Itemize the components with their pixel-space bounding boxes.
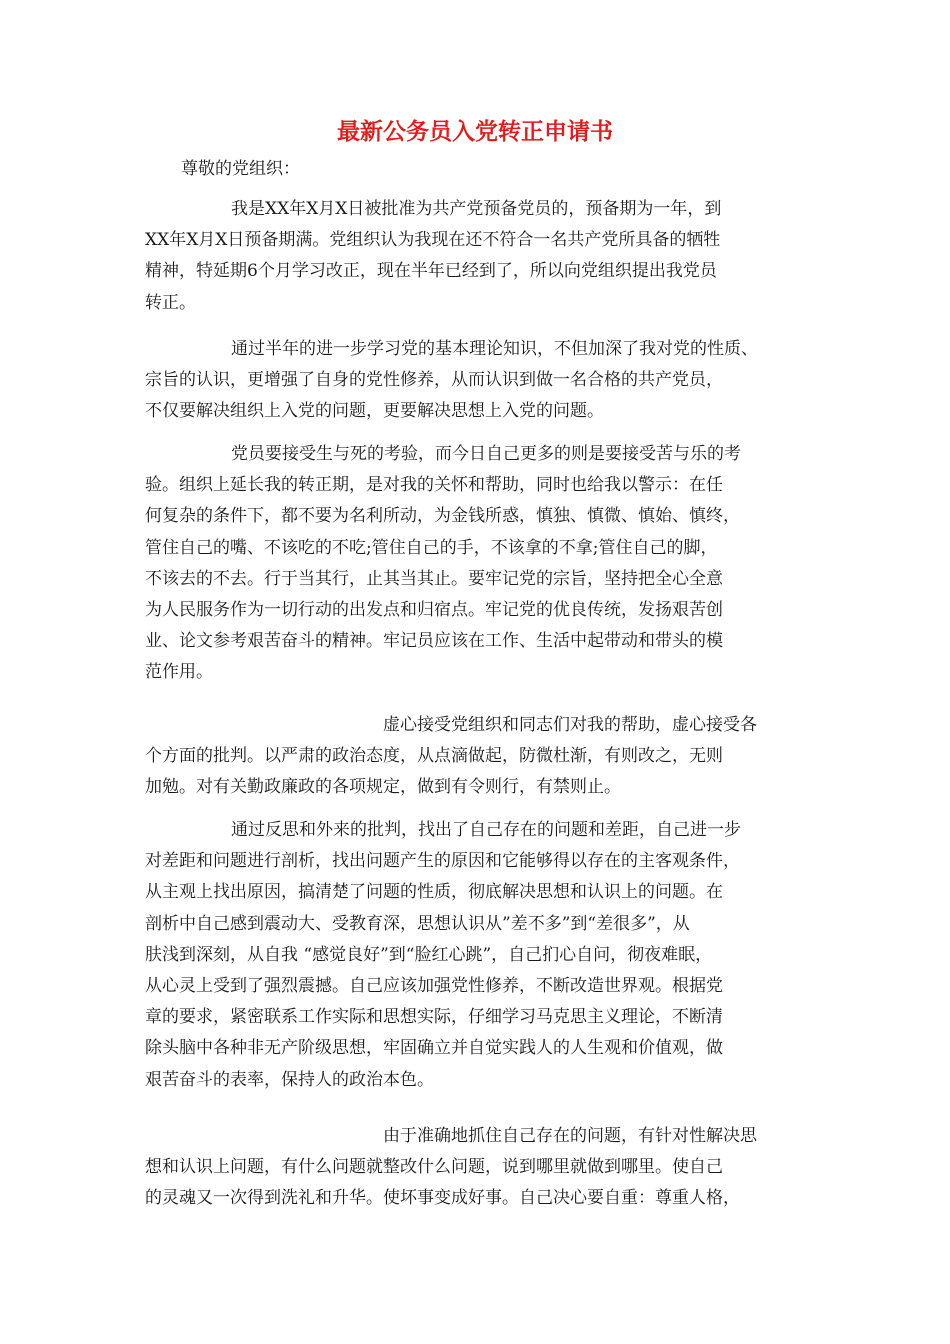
paragraph-2 xyxy=(145,334,817,428)
paragraph-line: 宗旨的认识，更增强了自身的党性修养，从而认识到做一名合格的共产党员， xyxy=(145,370,723,391)
paragraph-line: 何复杂的条件下，都不要为名利所动，为金钱所惑，慎独、慎微、慎始、慎终， xyxy=(145,506,740,527)
paragraph-line: 我是XX年X月X日被批准为共产党预备党员的，预备期为一年，到 xyxy=(231,199,722,219)
paragraph-line: 艰苦奋斗的表率，保持人的政治本色。 xyxy=(145,1069,434,1090)
paragraph-line: 个方面的批判。以严肃的政治态度，从点滴做起，防微杜渐，有则改之，无则 xyxy=(145,746,723,767)
paragraph-line: 精神，特延期6个月学习改正，现在半年已经到了，所以向党组织提出我党员 xyxy=(145,261,717,282)
paragraph-line: 转正。 xyxy=(145,292,196,313)
paragraph-line: 为人民服务作为一切行动的出发点和归宿点。牢记党的优良传统，发扬艰苦创 xyxy=(145,600,723,621)
paragraph-6 xyxy=(145,1121,817,1215)
paragraph-4 xyxy=(145,710,817,804)
paragraph-line: 通过反思和外来的批判，找出了自己存在的问题和差距，自己进一步 xyxy=(231,820,741,840)
paragraph-line: 剖析中自己感到震动大、受教育深，思想认识从”差不多”到“差很多”，从 xyxy=(145,913,690,934)
paragraph-line: 不该去的不去。行于当其行，止其当其止。要牢记党的宗旨，坚持把全心全意 xyxy=(145,568,723,589)
paragraph-line: 对差距和问题进行剖析，找出问题产生的原因和它能够得以存在的主客观条件， xyxy=(145,851,740,872)
paragraph-line: 业、论文参考艰苦奋斗的精神。牢记员应该在工作、生活中起带动和带头的模 xyxy=(145,631,723,652)
paragraph-line: 通过半年的进一步学习党的基本理论知识，不但加深了我对党的性质、 xyxy=(231,339,758,359)
paragraph-line: 验。组织上延长我的转正期，是对我的关怀和帮助，同时也给我以警示：在任 xyxy=(145,475,723,496)
paragraph-line: 由于准确地抓住自己存在的问题，有针对性解决思 xyxy=(383,1126,757,1146)
paragraph-line: 范作用。 xyxy=(145,662,213,683)
paragraph-line: 管住自己的嘴、不该吃的不吃;管住自己的手，不该拿的不拿;管住自己的脚， xyxy=(145,537,718,558)
paragraph-line: 加勉。对有关勤政廉政的各项规定，做到有令则行，有禁则止。 xyxy=(145,777,621,798)
paragraph-line: 从主观上找出原因，搞清楚了问题的性质，彻底解决思想和认识上的问题。在 xyxy=(145,882,723,903)
paragraph-5 xyxy=(145,815,817,1096)
paragraph-3 xyxy=(145,439,817,689)
paragraph-line: 肤浅到深刻，从自我 “感觉良好”到“脸红心跳”，自己扪心自问，彻夜难眠， xyxy=(145,944,713,965)
paragraph-line: XX年X月X日预备期满。党组织认为我现在还不符合一名共产党所具备的牺牲 xyxy=(145,230,721,251)
paragraph-line: 从心灵上受到了强烈震撼。自己应该加强党性修养，不断改造世界观。根据党 xyxy=(145,976,723,997)
paragraph-line: 除头脑中各种非无产阶级思想，牢固确立并自觉实践人的人生观和价值观，做 xyxy=(145,1038,723,1059)
paragraph-1 xyxy=(145,194,817,319)
salutation: 尊敬的党组织： xyxy=(181,159,300,179)
paragraph-line: 想和认识上问题，有什么问题就整改什么问题，说到哪里就做到哪里。使自己 xyxy=(145,1157,723,1178)
document-title: 最新公务员入党转正申请书 xyxy=(337,119,613,145)
paragraph-line: 章的要求，紧密联系工作实际和思想实际，仔细学习马克思主义理论，不断清 xyxy=(145,1007,723,1028)
paragraph-line: 不仅要解决组织上入党的问题，更要解决思想上入党的问题。 xyxy=(145,401,604,422)
paragraph-line: 的灵魂又一次得到洗礼和升华。使坏事变成好事。自己决心要自重：尊重人格， xyxy=(145,1188,740,1209)
paragraph-line: 虚心接受党组织和同志们对我的帮助，虚心接受各 xyxy=(383,715,757,735)
paragraph-line: 党员要接受生与死的考验，而今日自己更多的则是要接受苦与乐的考 xyxy=(231,444,741,464)
